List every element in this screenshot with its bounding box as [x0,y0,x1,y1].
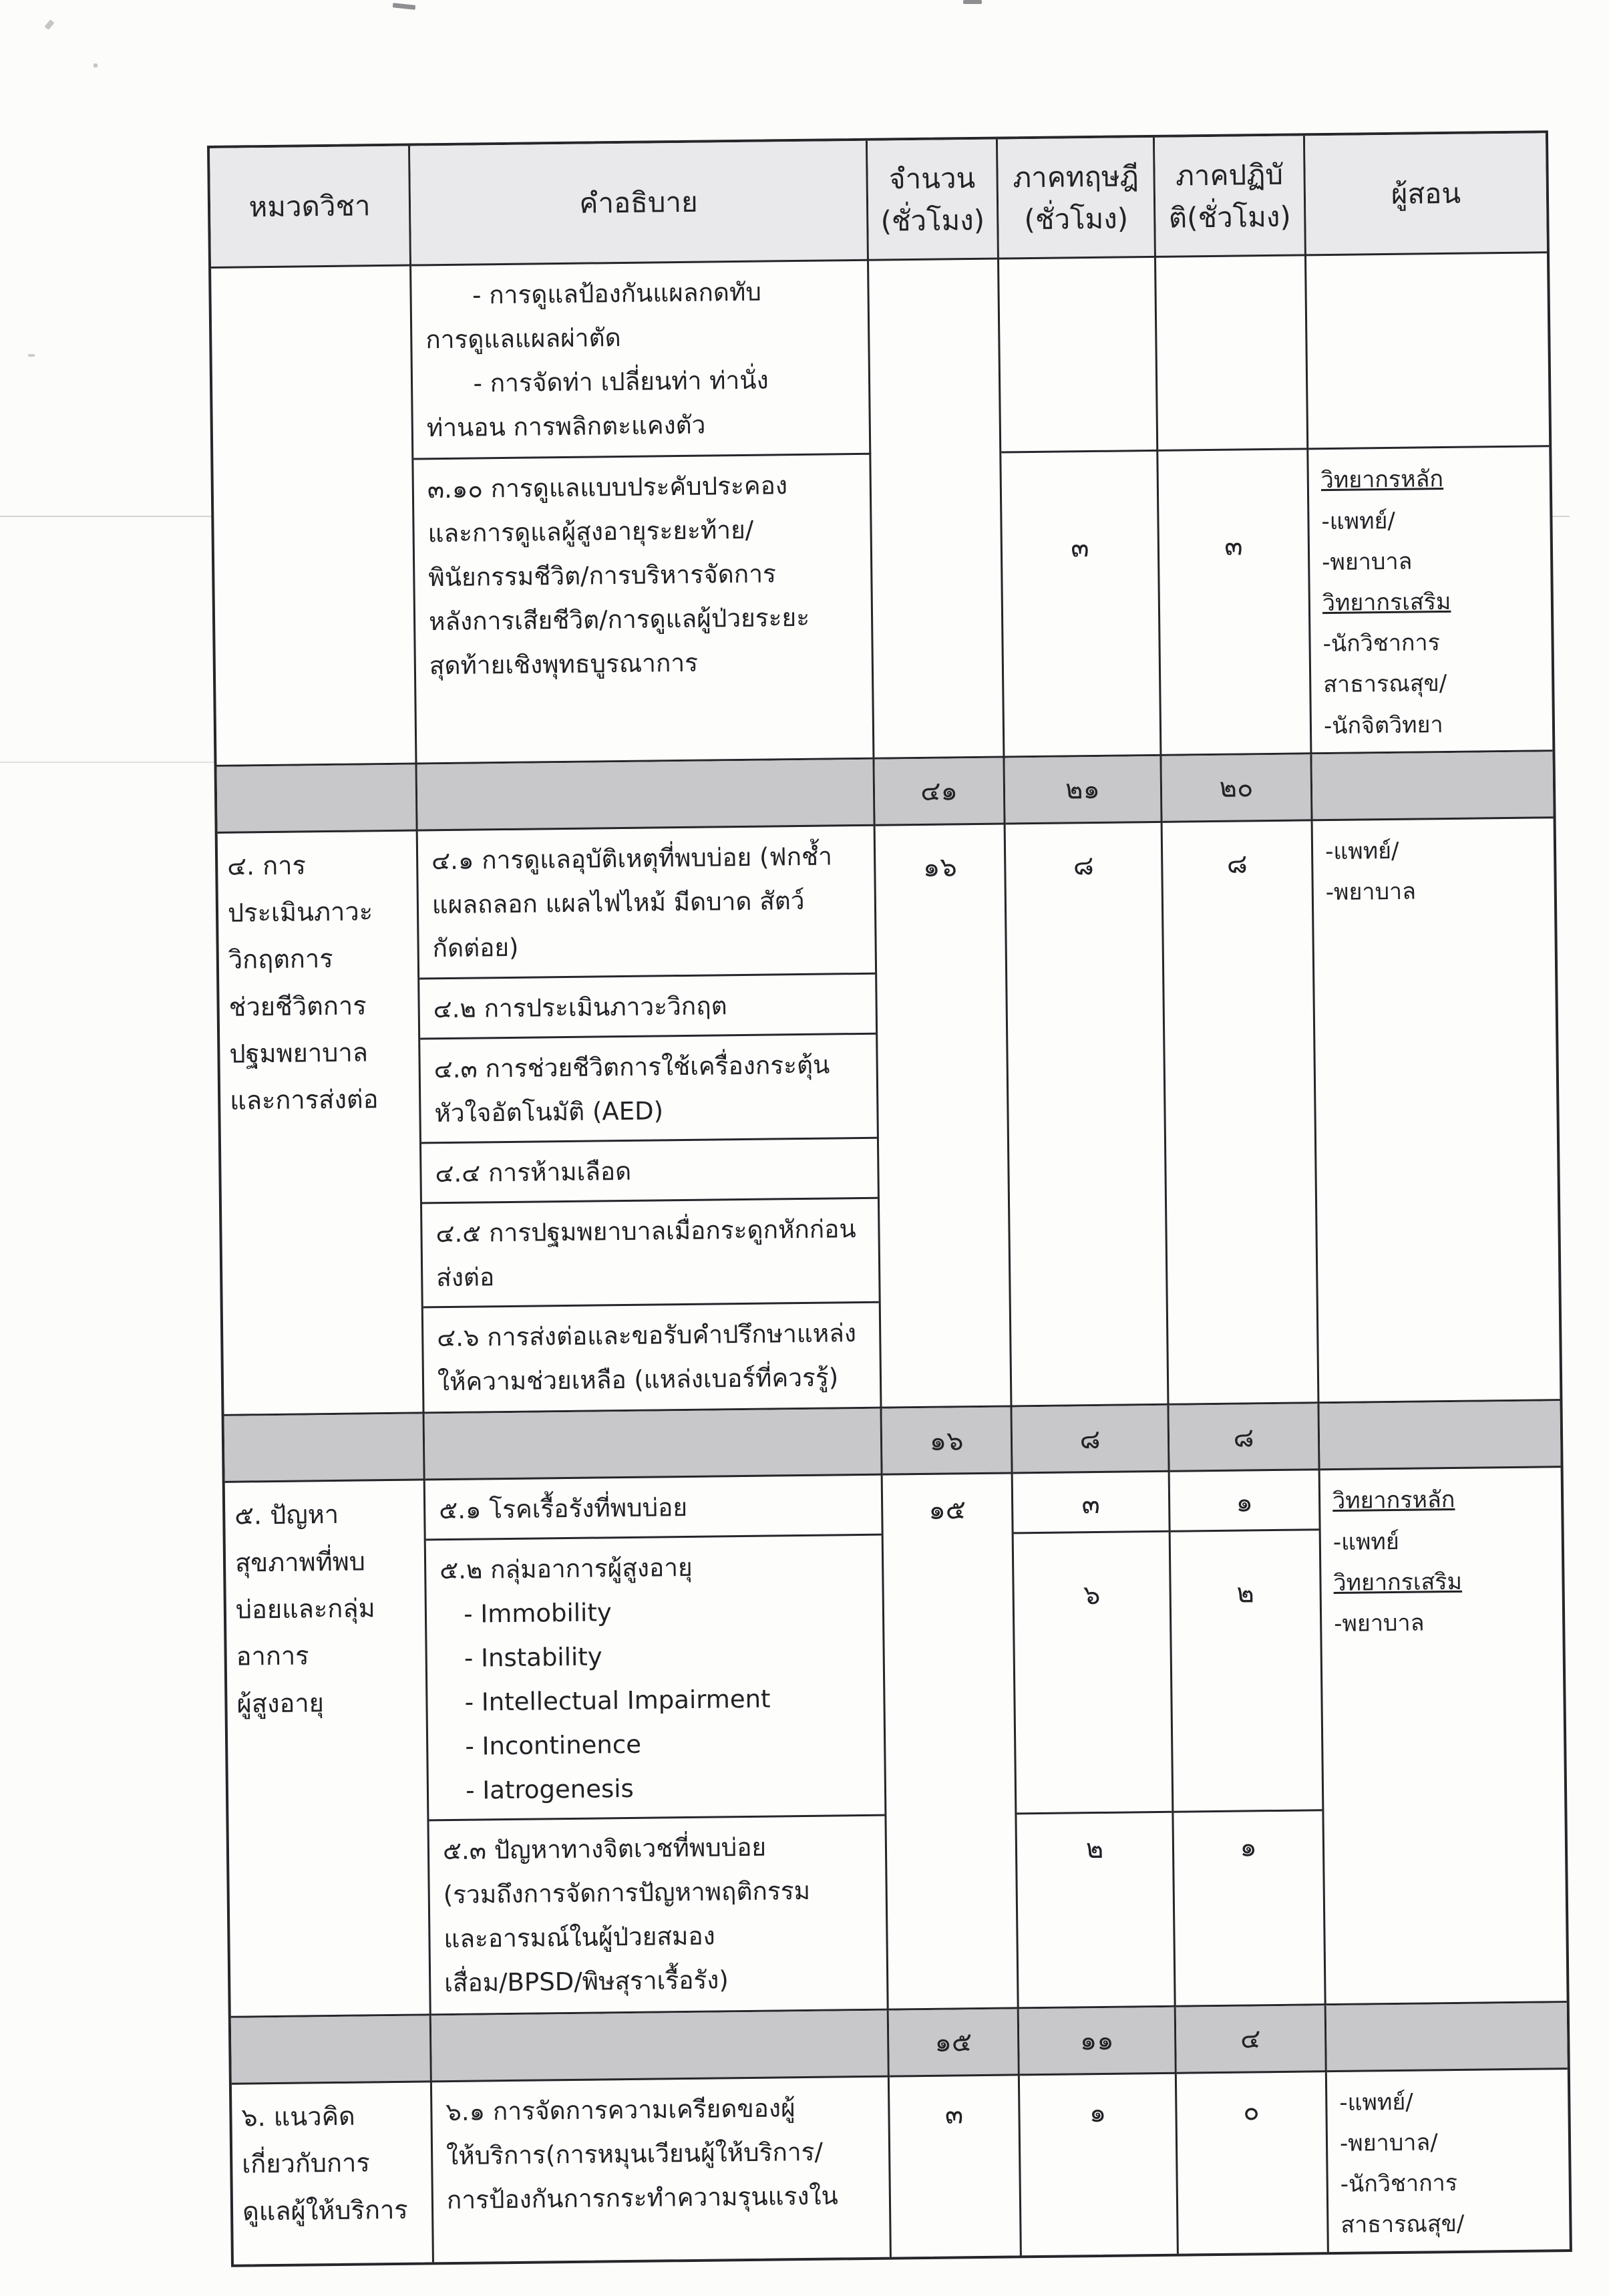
header-label: ภาคปฏิบั [1175,158,1284,192]
instructor-line: -แพทย์/ [1321,507,1396,535]
instructor-line: -นักจิตวิทยา [1323,711,1443,740]
header-label: คำอธิบาย [579,185,698,220]
theory-5-3: ๒ [1085,1834,1104,1865]
cell-description: - การดูแลป้องกันแผลกดทับ การดูแลแผลผ่าตัด - การจัดท่า เปลี่ยนท่า ท่านั่ง ท่านอน การพลิกตะแคงตัว [411,261,871,460]
instructor-line: -พยาบาล [1325,878,1417,907]
instructor-line: -พยาบาล [1333,1609,1425,1638]
cell-instructor [1313,818,1560,1404]
cell-theory-stack [1013,1472,1176,2009]
cell-theory-hours: ๘ [1006,823,1170,1408]
curriculum-table [207,130,1572,2267]
theory-5-2: ๖ [1014,1532,1172,1815]
header-practice-hours [1155,136,1306,258]
header-total-hours [868,140,999,261]
row-4-6: ๔.๖ การส่งต่อและขอรับคำปรึกษาแหล่ง ให้ความช่วยเหลือ (แหล่งเบอร์ที่ควรรู้) [437,1318,857,1396]
header-label: (ชั่วโมง) [1024,201,1129,236]
header-label: ติ(ชั่วโมง) [1168,200,1292,234]
cell-description-empty [425,1409,883,1481]
instructor-line: -แพทย์/ [1324,837,1399,865]
cell-description: ๓.๑๐ การดูแลแบบประคับประคอง และการดูแลผู้สูงอายุระยะท้าย/ พินัยกรรมชีวิต/การบริหารจัดการ หลังการเสียชีวิต/การดูแลผู้ป่วยระยะ สุดท้ายเชิงพุทธบูรณาการ [413,455,874,764]
section-4-band [218,818,1560,1416]
cell-subject-empty [213,460,417,767]
row-5-1: ๕.๑ โรคเรื้อรังที่พบบ่อย [425,1476,882,1541]
section-description-stack [425,1476,889,2015]
row-5-2: ๕.๒ กลุ่มอาการผู้สูงอายุ - Immobility - Instability - Intellectual Impairment - Incontinence - Iatrogenesis [426,1536,885,1822]
instructor-line: วิทยากรหลัก [1320,466,1444,494]
theory-5-1: ๓ [1013,1472,1169,1534]
subtotal-practice: ๒๐ [1161,754,1312,823]
cell-hours: ๑๖ [876,824,1013,1409]
section-title: ๖. แนวคิด เกี่ยวกับการ ดูแลผู้ให้บริการ [232,2082,434,2264]
section-6-band [232,2070,1570,2264]
cell-description-empty [431,2011,890,2083]
instructor-line: -นักวิชาการสาธารณสุข/ [1322,629,1447,699]
subtotal-hours: ๑๖ [882,1408,1013,1476]
header-label: จำนวน [888,161,976,195]
subtotal-hours: ๔๑ [874,758,1005,826]
row-5-3: ๕.๓ ปัญหาทางจิตเวชที่พบบ่อย (รวมถึงการจัดการปัญหาพฤติกรรม และอารมณ์ในผู้ป่วยสมอง เสื่อม/BPSD/พิษสุราเรื้อรัง) [442,1833,811,1998]
practice-subrows [1170,1471,1324,2005]
cell-theory-hours: ๓ [1001,452,1161,758]
cell-instructor-empty [1326,2003,1568,2072]
cell-hours: ๓ [890,2076,1022,2257]
cell-subject-empty [217,764,418,833]
cell-subject-empty [224,1414,425,1483]
subtotal-practice: ๘ [1169,1404,1320,1473]
scan-speck [44,19,54,30]
cell-subject-empty [211,267,413,463]
cell-instructor-empty [1319,1402,1560,1471]
header-description [410,141,869,267]
cell-theory-hours: ๑ [1020,2074,1179,2255]
section-description-stack [418,826,882,1414]
row-3-10 [213,448,1552,767]
cell-hours-empty [871,454,1005,759]
instructor-line: -พยาบาล [1321,548,1413,576]
row-4-2: ๔.๒ การประเมินภาวะวิกฤต [419,974,876,1039]
scan-streak-line [0,762,220,763]
cell-subject-empty [231,2015,432,2084]
instructor-line: วิทยากรเสริม [1322,588,1451,617]
cell-instructor [1308,448,1552,754]
cell-instructor-empty [1312,752,1553,821]
header-instructor [1305,133,1547,256]
section-title: ๔. การ ประเมินภาวะ วิกฤตการ ช่วยชีวิตการ ปฐมพยาบาล และการส่งต่อ [218,831,425,1416]
row-6-1: ๖.๑ การจัดการความเครียดของผู้ ให้บริการ(การหมุนเวียนผู้ให้บริการ/ การป้องกันการกระทำความรุนแรงใน [432,2077,892,2262]
instructor-line: วิทยากรหลัก [1332,1486,1455,1515]
row-4-4: ๔.๔ การห้ามเลือด [421,1138,878,1204]
scan-speck [393,3,416,10]
practice-5-2: ๒ [1171,1531,1322,1813]
instructor-line: -แพทย์ [1332,1528,1399,1556]
cell-instructor-empty [1306,253,1549,450]
instructor-line: -แพทย์/ [1339,2088,1413,2116]
description-subrows [425,1476,887,2013]
cell-practice-hours: ๐ [1177,2072,1329,2253]
practice-5-1: ๑ [1170,1471,1319,1533]
scan-speck [963,0,982,4]
theory-subrows [1013,1472,1174,2007]
header-label: หมวดวิชา [248,189,371,224]
header-label: ภาคทฤษฎี [1013,159,1139,194]
cell-practice-empty [1156,256,1308,452]
cell-instructor [1320,1468,1567,2005]
row-4-1: ๔.๑ การดูแลอุบัติเหตุที่พบบ่อย (ฟกช้ำ แผลถลอก แผลไฟไหม้ มีดบาด สัตว์ กัดต่อย) [418,826,875,979]
instructor-line: -พยาบาล/ [1339,2129,1438,2158]
row-section3-continued [211,253,1549,462]
subtotal-theory: ๒๑ [1005,756,1162,825]
header-label: (ชั่วโมง) [880,203,985,238]
header-subject-group [210,146,411,269]
cell-hours-empty [869,260,1001,456]
cell-practice-stack [1170,1471,1326,2007]
subtotal-theory: ๘ [1013,1406,1170,1474]
header-theory-hours [998,138,1156,260]
subtotal-practice: ๔ [1176,2005,1327,2074]
instructor-line: วิทยากรเสริม [1333,1568,1463,1597]
subtotal-theory: ๑๑ [1019,2007,1177,2076]
section-5-band [225,1468,1567,2018]
section-title: ๕. ปัญหา สุขภาพที่พบ บ่อยและกลุ่ม อาการ ผู้สูงอายุ [225,1481,431,2018]
cell-practice-hours: ๘ [1163,821,1320,1406]
cell-instructor [1327,2070,1570,2252]
row-4-3: ๔.๓ การช่วยชีวิตการใช้เครื่องกระตุ้น หัวใจอัตโนมัติ (AED) [420,1034,877,1144]
instructor-line: -นักวิชาการสาธารณสุข/ [1340,2170,1465,2239]
row-4-5: ๔.๕ การปฐมพยาบาลเมื่อกระดูกหักก่อน ส่งต่อ [422,1198,879,1308]
description-subrows [418,826,880,1412]
practice-5-3: ๑ [1240,1832,1257,1864]
cell-description-empty [417,759,876,831]
scan-speck [28,354,35,357]
cell-practice-hours: ๓ [1158,450,1312,756]
cell-theory-empty [999,258,1158,454]
cell-hours: ๑๕ [883,1474,1019,2011]
header-label: ผู้สอน [1391,176,1461,210]
scan-speck [94,63,98,67]
table-header-row [210,133,1547,269]
subtotal-hours: ๑๕ [889,2009,1020,2077]
